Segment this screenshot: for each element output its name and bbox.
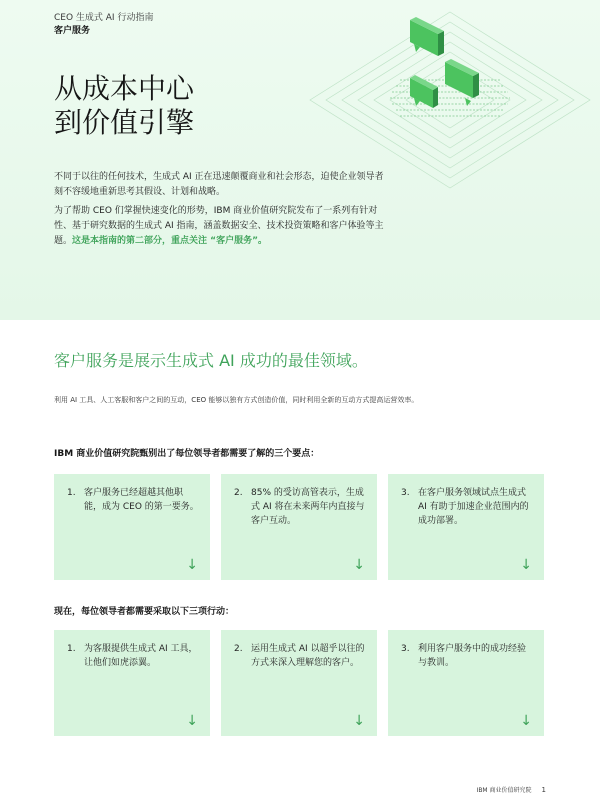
points-heading: IBM 商业价值研究院甄别出了每位领导者都需要了解的三个要点： [54, 449, 320, 459]
point-text: 85% 的受访高管表示，生成式 AI 将在未来两年内直接与客户互动。 [251, 488, 365, 526]
arrow-down-icon[interactable]: ↓ [520, 713, 532, 729]
point-card-2[interactable] [221, 474, 377, 580]
actions-heading: 现在，每位领导者都需要采取以下三项行动： [54, 607, 235, 617]
action-number: 2. [234, 644, 243, 654]
action-card-1[interactable] [54, 630, 210, 736]
action-card-2[interactable] [221, 630, 377, 736]
action-text: 运用生成式 AI 以超乎以往的方式来深入理解您的客户。 [251, 644, 365, 668]
arrow-down-icon[interactable]: ↓ [186, 557, 198, 573]
page-footer [477, 785, 546, 794]
arrow-down-icon[interactable]: ↓ [353, 557, 365, 573]
intro-text [54, 170, 384, 253]
title-line-2: 到价值引擎 [54, 106, 195, 139]
section-body: 利用 AI 工具、人工客服和客户之间的互动，CEO 能够以独有方式创造价值，同时利用全新的互动方式提高运营效率。 [54, 396, 419, 404]
action-number: 3. [401, 644, 410, 654]
intro-paragraph-2 [54, 204, 384, 249]
point-number: 1. [67, 488, 76, 498]
hero-section [0, 0, 600, 320]
section-label: 客户服务 [54, 26, 91, 36]
point-number: 3. [401, 488, 410, 498]
point-card-3[interactable] [388, 474, 544, 580]
section-headline: 客户服务是展示生成式 AI 成功的最佳领域。 [54, 351, 368, 370]
action-number: 1. [67, 644, 76, 654]
series-title: CEO 生成式 AI 行动指南 [54, 13, 154, 23]
point-number: 2. [234, 488, 243, 498]
intro-paragraph-2-text: 为了帮助 CEO 们掌握快速变化的形势，IBM 商业价值研究院发布了一系列有针对性、基于研究数据的生成式 AI 指南，涵盖数据安全、技术投资策略和客户体验等主题。 [54, 206, 384, 246]
action-text: 利用客户服务中的成功经验与教训。 [418, 644, 527, 668]
point-card-1[interactable] [54, 474, 210, 580]
action-card-3[interactable] [388, 630, 544, 736]
arrow-down-icon[interactable]: ↓ [353, 713, 365, 729]
arrow-down-icon[interactable]: ↓ [520, 557, 532, 573]
intro-paragraph-1: 不同于以往的任何技术，生成式 AI 正在迅速颠覆商业和社会形态，迫使企业领导者刻不容缓地重新思考其假设、计划和战略。 [54, 172, 384, 197]
footer-org: IBM 商业价值研究院 [476, 787, 532, 794]
action-text: 为客服提供生成式 AI 工具，让他们如虎添翼。 [84, 644, 198, 668]
page-number: 1 [541, 786, 546, 794]
arrow-down-icon[interactable]: ↓ [186, 713, 198, 729]
point-text: 客户服务已经超越其他职能，成为 CEO 的第一要务。 [84, 488, 199, 512]
page-title [54, 72, 194, 140]
point-text: 在客户服务领域试点生成式 AI 有助于加速企业范围内的成功部署。 [418, 488, 529, 526]
title-line-1: 从成本中心 [54, 72, 195, 105]
intro-highlight: 这是本指南的第二部分，重点关注 “客户服务”。 [72, 236, 267, 246]
